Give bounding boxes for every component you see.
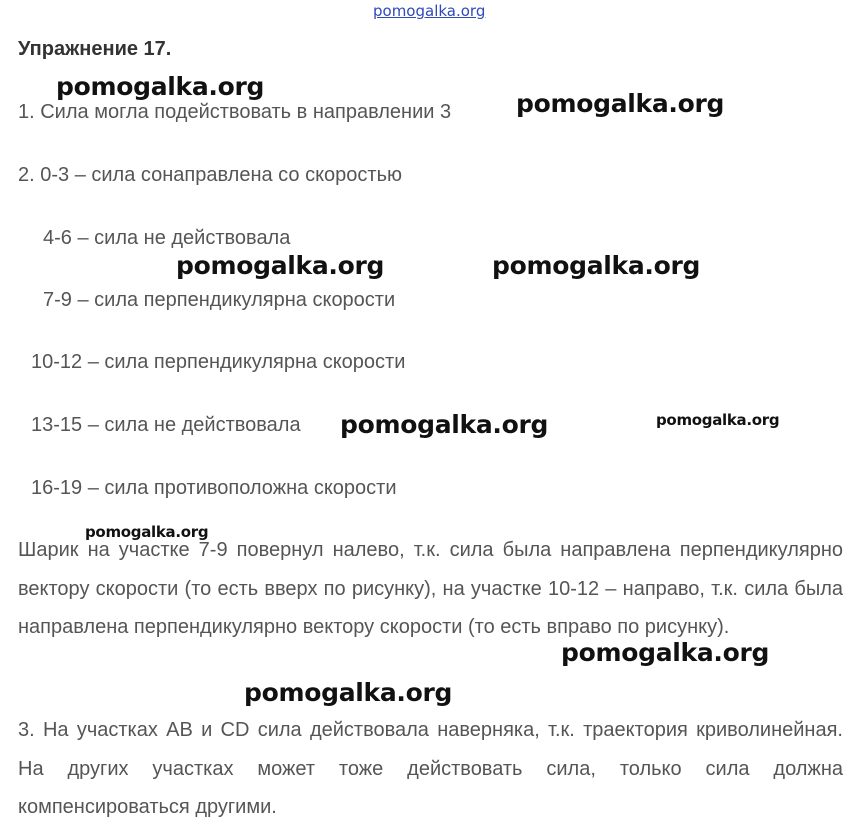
watermark: pomogalka.org	[85, 523, 209, 541]
watermark: pomogalka.org	[656, 411, 780, 429]
top-site-link[interactable]: pomogalka.org	[373, 2, 486, 20]
watermark: pomogalka.org	[561, 638, 770, 667]
answer-line-4: 7-9 – сила перпендикулярна скорости	[43, 289, 396, 311]
answer-line-3: 4-6 – сила не действовала	[43, 227, 291, 249]
answer-line-5: 10-12 – сила перпендикулярна скорости	[31, 351, 406, 373]
watermark: pomogalka.org	[516, 89, 725, 118]
watermark: pomogalka.org	[340, 410, 549, 439]
answer-paragraph-3: 3. На участках АВ и CD сила действовала наверняка, т.к. траектория криволинейная. На других участках может тоже действовать сила, только сила должна компенсироваться другими.	[18, 719, 843, 818]
watermark: pomogalka.org	[244, 678, 453, 707]
explanation-paragraph: Шарик на участке 7-9 повернул налево, т.к. сила была направлена перпендикулярно вектору скорости (то есть вверх по рисунку), на участке 10-12 – направо, т.к. сила была направлена перпендикулярно вектору скорости (то есть вправо по рисунку).	[18, 539, 843, 638]
watermark: pomogalka.org	[492, 251, 701, 280]
answer-line-1: 1. Сила могла подействовать в направлении 3	[18, 101, 452, 123]
answer-line-6: 13-15 – сила не действовала	[31, 414, 301, 436]
exercise-title: Упражнение 17.	[18, 38, 172, 60]
watermark: pomogalka.org	[56, 72, 265, 101]
answer-line-7: 16-19 – сила противоположна скорости	[31, 477, 397, 499]
answer-line-2: 2. 0-3 – сила сонаправлена со скоростью	[18, 164, 403, 186]
watermark: pomogalka.org	[176, 251, 385, 280]
